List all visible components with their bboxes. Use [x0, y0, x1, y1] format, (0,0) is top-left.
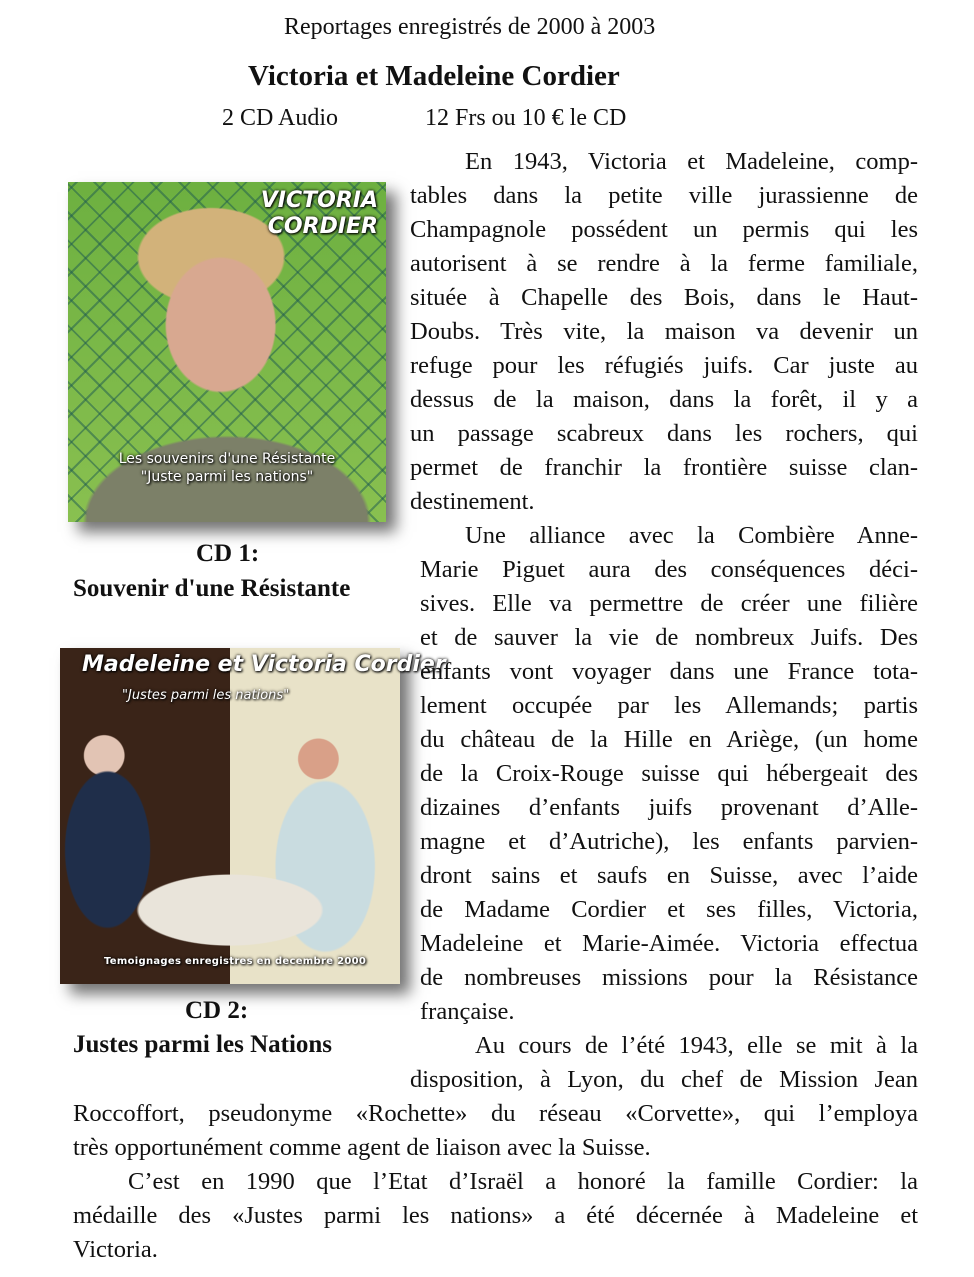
- paragraph-1-line: permet de franchir la frontière suisse clan-: [410, 454, 918, 481]
- paragraph-2-line: française.: [420, 998, 515, 1025]
- paragraph-1-line: située à Chapelle des Bois, dans le Haut-: [410, 284, 918, 311]
- paragraph-2-line: de nombreuses missions pour la Résistance: [420, 964, 918, 991]
- cd1-caption-title: Souvenir d'une Résistante: [73, 575, 351, 602]
- paragraph-3-line: Au cours de l’été 1943, elle se mit à la: [475, 1032, 918, 1059]
- paragraph-2-line: et de sauver la vie de nombreux Juifs. Des: [420, 624, 918, 651]
- cd1-cover-sub-1: Les souvenirs d'une Résistante: [118, 451, 336, 467]
- paragraph-2-line: sives. Elle va permettre de créer une filière: [420, 590, 918, 617]
- paragraph-1-line: destinement.: [410, 488, 535, 515]
- paragraph-2-line: de la Croix-Rouge suisse qui hébergeait des: [420, 760, 918, 787]
- cd2-cover-title: Madeleine et Victoria Cordier: [82, 652, 446, 677]
- paragraph-4-line: C’est en 1990 que l’Etat d’Israël a honoré la famille Cordier: la: [128, 1168, 918, 1195]
- paragraph-3-line: Roccoffort, pseudonyme «Rochette» du réseau «Corvette», qui l’employa: [73, 1100, 918, 1127]
- paragraph-1-line: dessus de la maison, dans la forêt, il y a: [410, 386, 918, 413]
- paragraph-2-line: enfants vont voyager dans une France tota-: [420, 658, 918, 685]
- cd1-cover-image: [68, 182, 386, 522]
- cd-format: 2 CD Audio: [222, 105, 339, 131]
- cd-price: 12 Frs ou 10 € le CD: [425, 105, 627, 131]
- paragraph-2-line: Marie Piguet aura des conséquences déci-: [420, 556, 918, 583]
- cd1-cover-title-2: CORDIER: [267, 214, 378, 239]
- paragraph-1-line: un passage scabreux dans les rochers, qui: [410, 420, 918, 447]
- paragraph-2-line: lement occupée par les Allemands; partis: [420, 692, 918, 719]
- cd2-cover-image: [60, 648, 446, 984]
- paragraph-2-line: de Madame Cordier et ses filles, Victoria,: [420, 896, 918, 923]
- cd1-caption-number: CD 1:: [196, 540, 260, 567]
- cd1-cover-sub-2: "Juste parmi les nations": [140, 469, 314, 485]
- paragraph-2-line: Une alliance avec la Combière Anne-: [465, 522, 918, 549]
- paragraph-4-line: Victoria.: [73, 1236, 158, 1263]
- paragraph-2-line: Madeleine et Marie-Aimée. Victoria effectua: [420, 930, 918, 957]
- cd2-cover-sub: "Justes parmi les nations": [122, 688, 290, 703]
- paragraph-2-line: magne et d’Autriche), les enfants parvien-: [420, 828, 918, 855]
- page-title: Victoria et Madeleine Cordier: [248, 60, 620, 92]
- paragraph-1-line: Doubs. Très vite, la maison va devenir un: [410, 318, 918, 345]
- paragraph-1-line: refuge pour les réfugiés juifs. Car juste au: [410, 352, 918, 379]
- cd2-caption-title: Justes parmi les Nations: [73, 1031, 333, 1058]
- paragraph-1-line: Champagnole possédent un permis qui les: [410, 216, 918, 243]
- paragraph-2-line: dizaines d’enfants juifs provenant d’Alle-: [420, 794, 918, 821]
- paragraph-1-line: autorisent à se rendre à la ferme familiale,: [410, 250, 918, 277]
- cd2-cover-footer: Temoignages enregistres en decembre 2000: [104, 956, 367, 967]
- cd2-caption-number: CD 2:: [185, 997, 249, 1024]
- paragraph-2-line: du château de la Hille en Ariège, (un home: [420, 726, 918, 753]
- paragraph-3-line: très opportunément comme agent de liaison avec la Suisse.: [73, 1134, 651, 1161]
- cd1-cover-title-1: VICTORIA: [260, 188, 378, 213]
- paragraph-2-line: dront sains et saufs en Suisse, avec l’aide: [420, 862, 918, 889]
- header-subtitle: Reportages enregistrés de 2000 à 2003: [284, 14, 656, 40]
- paragraph-1-line: En 1943, Victoria et Madeleine, comp-: [465, 148, 918, 175]
- paragraph-4-line: médaille des «Justes parmi les nations» a été décernée à Madeleine et: [73, 1202, 918, 1229]
- paragraph-3-line: disposition, à Lyon, du chef de Mission Jean: [410, 1066, 918, 1093]
- paragraph-1-line: tables dans la petite ville jurassienne de: [410, 182, 918, 209]
